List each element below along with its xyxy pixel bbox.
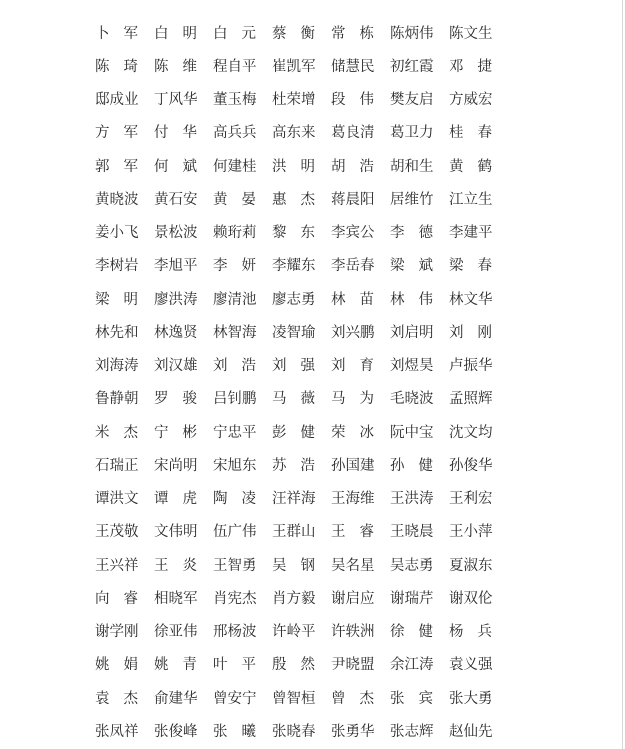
name-entry: 林 伟	[390, 291, 433, 308]
name-entry: 石 瑞 正	[95, 457, 139, 474]
name-entry: 荣 冰	[331, 424, 374, 441]
name-entry: 崔 凯 军	[272, 58, 316, 75]
name-entry: 张 晓 春	[272, 723, 316, 740]
name-entry: 刘 煜 昊	[390, 358, 434, 375]
name-entry: 王 兴 祥	[95, 557, 139, 574]
name-entry: 黄 石 安	[154, 191, 198, 208]
name-entry: 相 晓 军	[154, 590, 198, 607]
name-entry: 谭 虎	[154, 491, 197, 508]
name-entry: 俞 建 华	[154, 690, 198, 707]
name-entry: 米 杰	[95, 424, 138, 441]
name-entry: 胡 和 生	[390, 158, 434, 175]
name-entry: 高 东 来	[272, 125, 316, 142]
name-entry: 李 妍	[213, 258, 256, 275]
name-entry: 宋 尚 明	[154, 457, 198, 474]
name-list-grid	[95, 17, 508, 749]
name-entry: 洪 明	[272, 158, 315, 175]
name-entry: 李 德	[390, 225, 433, 242]
name-entry: 郭 军	[95, 158, 138, 175]
name-entry: 卢 振 华	[449, 358, 493, 375]
name-entry: 李 耀 东	[272, 258, 316, 275]
name-entry: 刘 海 涛	[95, 358, 139, 375]
name-entry: 何 斌	[154, 158, 197, 175]
name-entry: 储 慧 民	[331, 58, 375, 75]
name-entry: 姜 小 飞	[95, 225, 139, 242]
name-entry: 方 军	[95, 125, 138, 142]
name-entry: 黄 晏	[213, 191, 256, 208]
name-entry: 王 茂 敬	[95, 524, 139, 541]
name-entry: 陈 维	[154, 58, 197, 75]
name-entry: 孙 健	[390, 457, 433, 474]
name-entry: 许 轶 洲	[331, 624, 375, 641]
name-entry: 段 伟	[331, 92, 374, 109]
name-entry: 姚 青	[154, 657, 197, 674]
name-entry: 张 勇 华	[331, 723, 375, 740]
name-entry: 夏 淑 东	[449, 557, 493, 574]
name-entry: 常 栋	[331, 25, 374, 42]
name-entry: 陈 文 生	[449, 25, 493, 42]
name-entry: 曾 安 宁	[213, 690, 257, 707]
name-entry: 赵 仙 先	[449, 723, 493, 740]
page-edge-divider	[622, 0, 623, 749]
name-entry: 廖 志 勇	[272, 291, 316, 308]
name-entry: 王 海 维	[331, 491, 375, 508]
name-entry: 叶 平	[213, 657, 256, 674]
name-entry: 王 小 萍	[449, 524, 493, 541]
name-entry: 伍 广 伟	[213, 524, 257, 541]
name-entry: 谢 双 伦	[449, 590, 493, 607]
name-entry: 高 兵 兵	[213, 125, 257, 142]
name-entry: 樊 友 启	[390, 92, 434, 109]
name-entry: 邓 捷	[449, 58, 492, 75]
name-entry: 江 立 生	[449, 191, 493, 208]
name-entry: 李 旭 平	[154, 258, 198, 275]
name-entry: 黄 晓 波	[95, 191, 139, 208]
name-entry: 廖 洪 涛	[154, 291, 198, 308]
name-entry: 徐 亚 伟	[154, 624, 198, 641]
name-entry: 梁 斌	[390, 258, 433, 275]
name-entry: 惠 杰	[272, 191, 315, 208]
name-entry: 梁 明	[95, 291, 138, 308]
name-entry: 谭 洪 文	[95, 491, 139, 508]
name-entry: 殷 然	[272, 657, 315, 674]
name-entry: 程 自 平	[213, 58, 257, 75]
name-entry: 谢 瑞 芹	[390, 590, 434, 607]
name-entry: 张 凤 祥	[95, 723, 139, 740]
name-entry: 张 宾	[390, 690, 433, 707]
name-entry: 马 为	[331, 391, 374, 408]
name-entry: 张 大 勇	[449, 690, 493, 707]
name-entry: 付 华	[154, 125, 197, 142]
name-entry: 袁 义 强	[449, 657, 493, 674]
name-entry: 杜 荣 增	[272, 92, 316, 109]
name-entry: 赖 珩 莉	[213, 225, 257, 242]
name-entry: 丁 风 华	[154, 92, 198, 109]
name-entry: 吕 钊 鹏	[213, 391, 257, 408]
name-entry: 居 维 竹	[390, 191, 434, 208]
name-entry: 鲁 静 朝	[95, 391, 139, 408]
name-entry: 何 建 桂	[213, 158, 257, 175]
name-entry: 罗 骏	[154, 391, 197, 408]
name-entry: 李 树 岩	[95, 258, 139, 275]
name-entry: 王 群 山	[272, 524, 316, 541]
name-entry: 刘 汉 雄	[154, 358, 198, 375]
name-entry: 王 洪 涛	[390, 491, 434, 508]
name-entry: 肖 宪 杰	[213, 590, 257, 607]
name-entry: 林 智 海	[213, 324, 257, 341]
name-entry: 张 曦	[213, 723, 256, 740]
name-entry: 卜 军	[95, 25, 138, 42]
name-entry: 宁 彬	[154, 424, 197, 441]
name-entry: 孙 俊 华	[449, 457, 493, 474]
name-entry: 凌 智 瑜	[272, 324, 316, 341]
name-entry: 白 元	[213, 25, 256, 42]
name-entry: 黄 鹤	[449, 158, 492, 175]
name-entry: 林 苗	[331, 291, 374, 308]
name-entry: 陈 炳 伟	[390, 25, 434, 42]
name-entry: 方 威 宏	[449, 92, 493, 109]
name-entry: 张 志 辉	[390, 723, 434, 740]
name-entry: 王 智 勇	[213, 557, 257, 574]
name-entry: 刘 刚	[449, 324, 492, 341]
name-entry: 阮 中 宝	[390, 424, 434, 441]
name-entry: 张 俊 峰	[154, 723, 198, 740]
name-entry: 梁 春	[449, 258, 492, 275]
name-entry: 蔡 衡	[272, 25, 315, 42]
name-entry: 刘 强	[272, 358, 315, 375]
name-entry: 苏 浩	[272, 457, 315, 474]
name-entry: 蒋 晨 阳	[331, 191, 375, 208]
name-entry: 王 利 宏	[449, 491, 493, 508]
name-entry: 邢 杨 波	[213, 624, 257, 641]
name-entry: 向 睿	[95, 590, 138, 607]
name-entry: 吴 志 勇	[390, 557, 434, 574]
name-entry: 沈 文 均	[449, 424, 493, 441]
name-entry: 葛 良 清	[331, 125, 375, 142]
name-entry: 毛 晓 波	[390, 391, 434, 408]
name-entry: 吴 名 星	[331, 557, 375, 574]
name-entry: 吴 钢	[272, 557, 315, 574]
name-entry: 尹 晓 盟	[331, 657, 375, 674]
name-entry: 陶 凌	[213, 491, 256, 508]
name-entry: 刘 育	[331, 358, 374, 375]
name-entry: 许 岭 平	[272, 624, 316, 641]
name-entry: 肖 方 毅	[272, 590, 316, 607]
name-entry: 李 建 平	[449, 225, 493, 242]
name-entry: 李 宾 公	[331, 225, 375, 242]
name-entry: 孙 国 建	[331, 457, 375, 474]
name-entry: 彭 健	[272, 424, 315, 441]
name-entry: 陈 琦	[95, 58, 138, 75]
name-entry: 袁 杰	[95, 690, 138, 707]
name-entry: 桂 春	[449, 125, 492, 142]
name-entry: 曾 杰	[331, 690, 374, 707]
name-entry: 林 文 华	[449, 291, 493, 308]
name-entry: 马 薇	[272, 391, 315, 408]
name-entry: 宋 旭 东	[213, 457, 257, 474]
name-entry: 胡 浩	[331, 158, 374, 175]
name-entry: 邸 成 业	[95, 92, 139, 109]
name-entry: 文 伟 明	[154, 524, 198, 541]
name-entry: 汪 祥 海	[272, 491, 316, 508]
name-entry: 刘 启 明	[390, 324, 434, 341]
name-entry: 李 岳 春	[331, 258, 375, 275]
name-entry: 王 晓 晨	[390, 524, 434, 541]
name-entry: 白 明	[154, 25, 197, 42]
name-entry: 葛 卫 力	[390, 125, 434, 142]
name-entry: 董 玉 梅	[213, 92, 257, 109]
name-entry: 曾 智 桓	[272, 690, 316, 707]
name-entry: 景 松 波	[154, 225, 198, 242]
name-entry: 谢 学 刚	[95, 624, 139, 641]
name-entry: 孟 照 辉	[449, 391, 493, 408]
name-entry: 杨 兵	[449, 624, 492, 641]
name-entry: 徐 健	[390, 624, 433, 641]
name-entry: 林 逸 贤	[154, 324, 198, 341]
name-entry: 王 炎	[154, 557, 197, 574]
name-entry: 余 江 涛	[390, 657, 434, 674]
name-entry: 黎 东	[272, 225, 315, 242]
name-entry: 刘 浩	[213, 358, 256, 375]
name-entry: 刘 兴 鹏	[331, 324, 375, 341]
name-entry: 宁 忠 平	[213, 424, 257, 441]
name-entry: 初 红 霞	[390, 58, 434, 75]
name-entry: 廖 清 池	[213, 291, 257, 308]
name-entry: 姚 娟	[95, 657, 138, 674]
name-entry: 林 先 和	[95, 324, 139, 341]
name-entry: 谢 启 应	[331, 590, 375, 607]
name-entry: 王 睿	[331, 524, 374, 541]
